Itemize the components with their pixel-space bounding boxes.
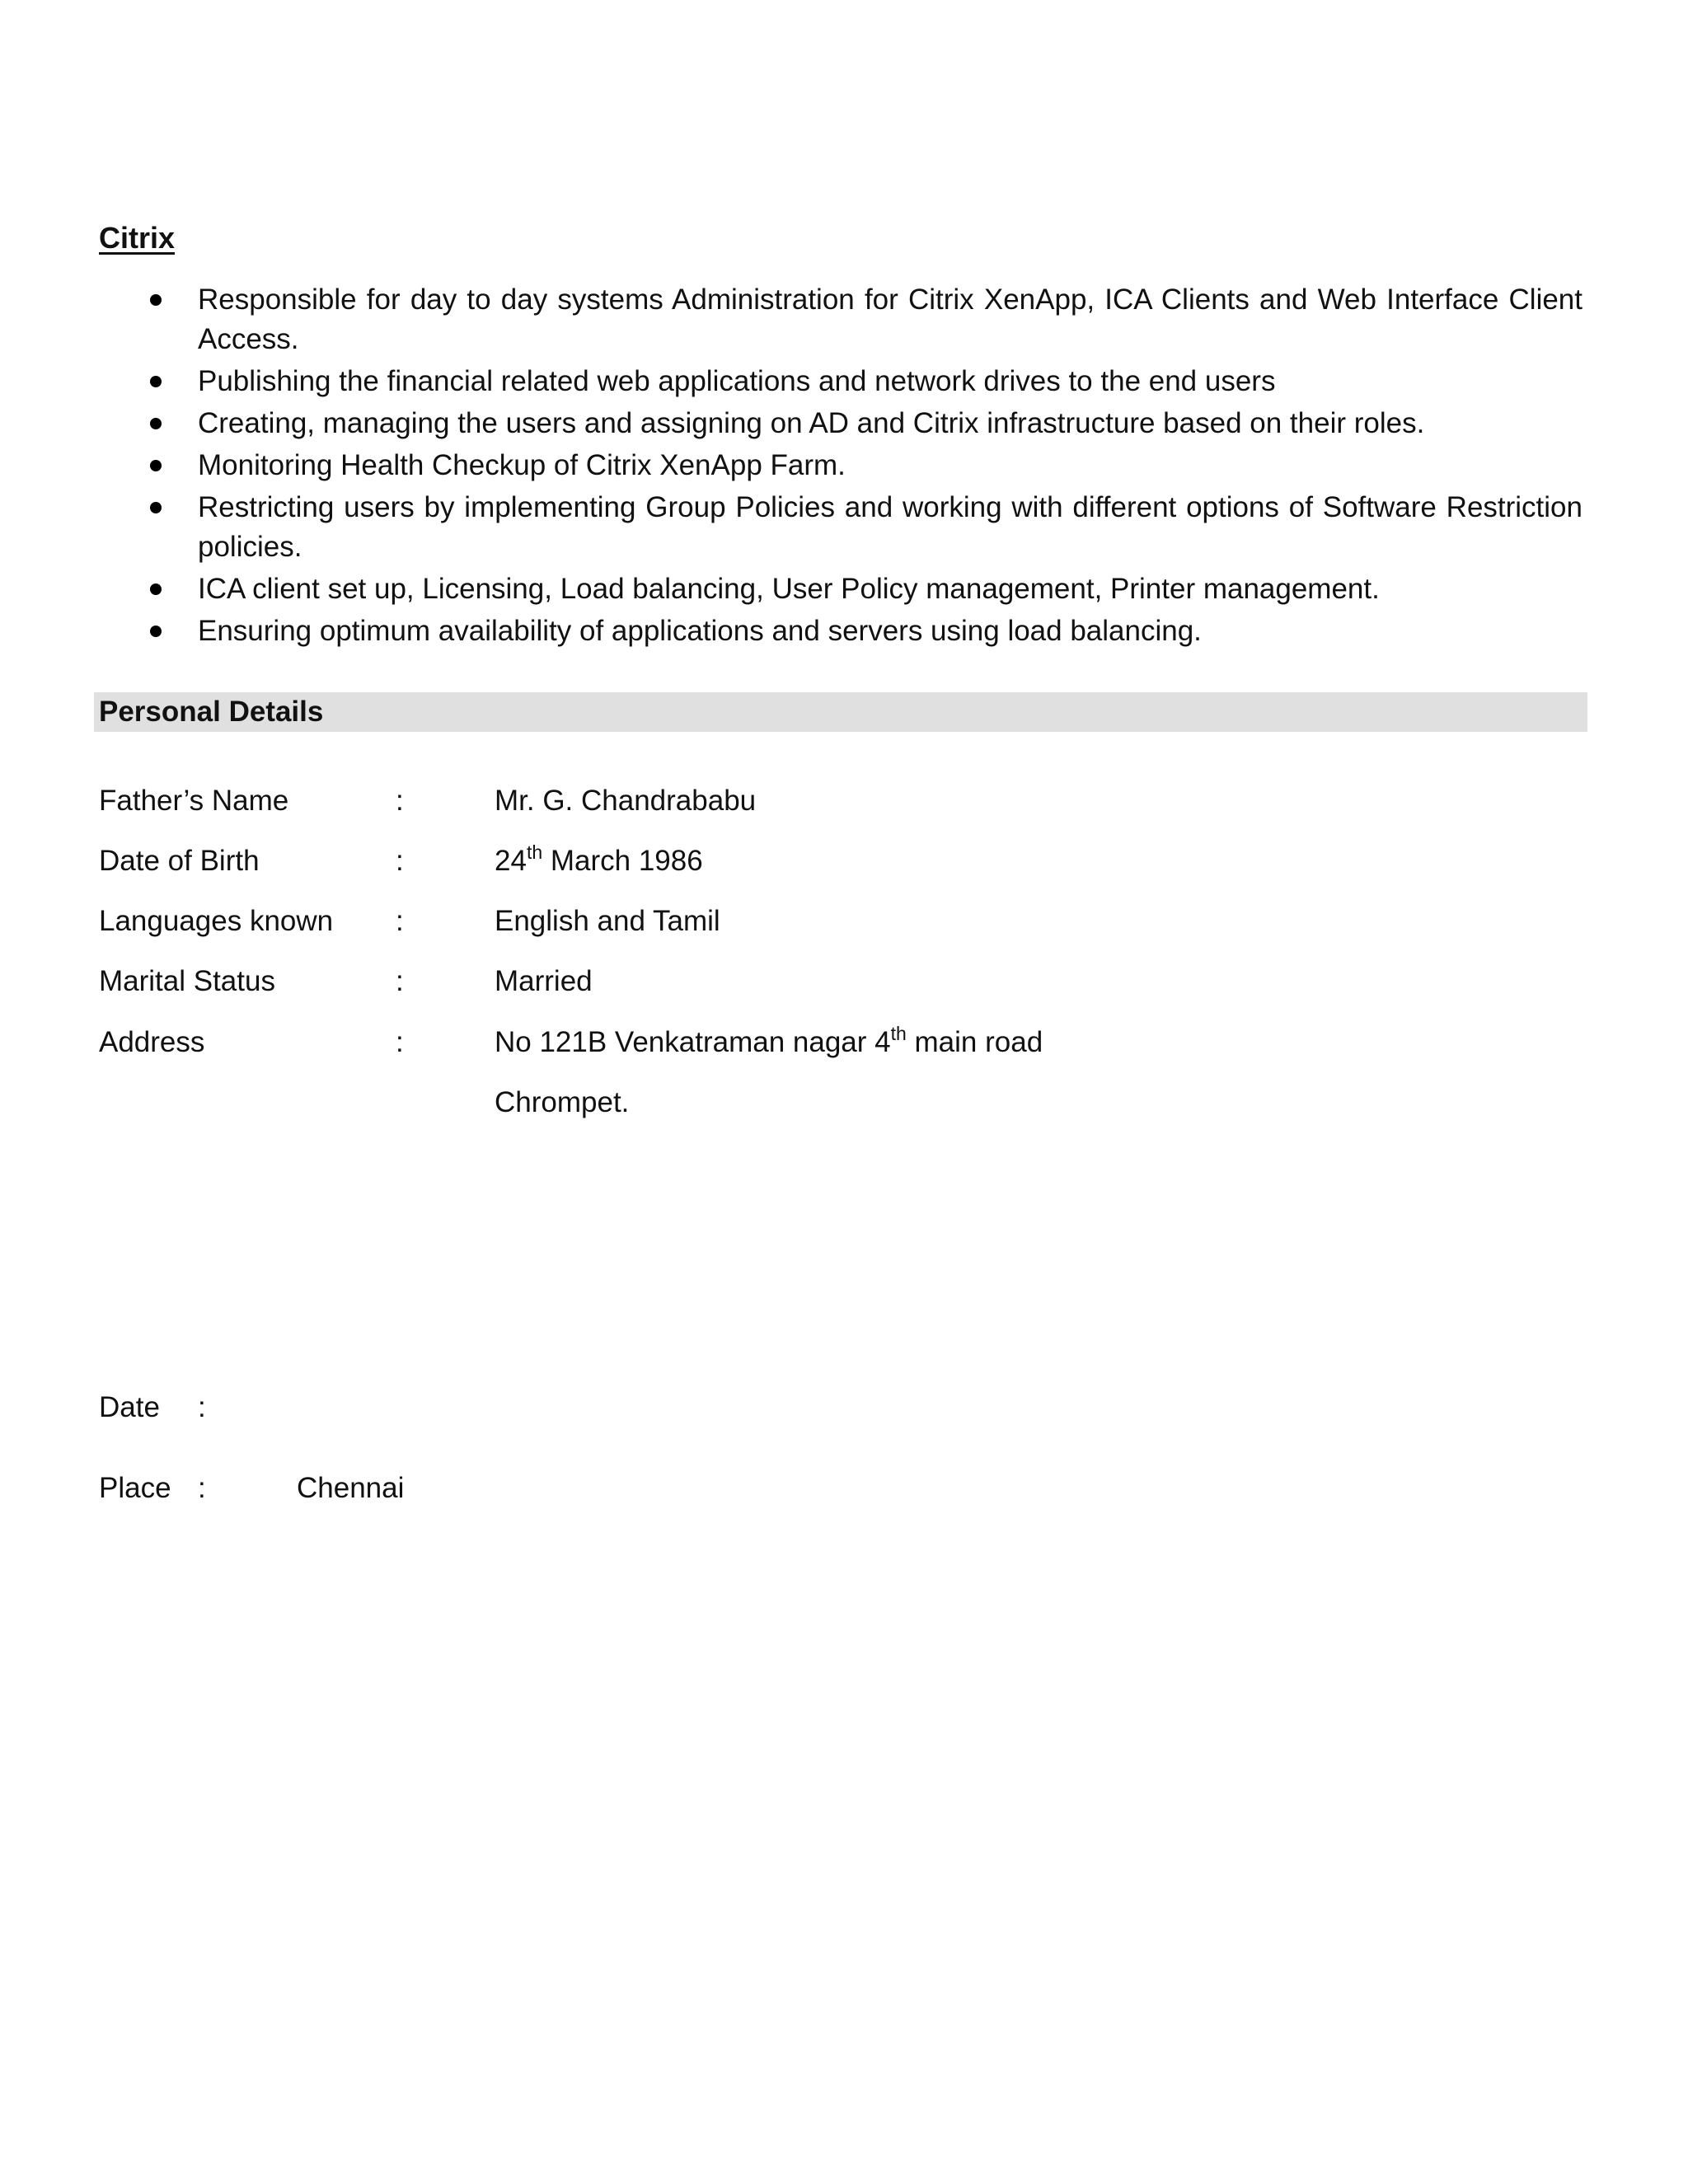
bullet-icon (150, 502, 162, 513)
place-label: Place (99, 1472, 171, 1504)
dob-row (99, 841, 1335, 886)
separator: : (396, 785, 404, 817)
bullet-icon (150, 460, 162, 471)
citrix-bullet-list (99, 280, 1582, 654)
personal-details-heading: Personal Details (99, 696, 324, 728)
separator: : (198, 1472, 206, 1504)
fathers-name-row (99, 785, 1335, 826)
list-item: Ensuring optimum availability of applications and servers using load balancing. (99, 612, 1582, 651)
languages-row (99, 905, 1335, 946)
marital-status-label: Marital Status (99, 965, 275, 997)
citrix-heading: Citrix (99, 221, 176, 255)
bullet-icon (150, 294, 162, 306)
separator: : (396, 965, 404, 997)
separator: : (396, 845, 404, 877)
fathers-name-label: Father’s Name (99, 785, 289, 817)
date-label: Date (99, 1391, 160, 1423)
separator: : (198, 1391, 206, 1423)
marital-status-value: Married (495, 965, 593, 997)
address-row-2 (99, 1086, 1335, 1127)
bullet-icon (150, 376, 162, 387)
separator: : (396, 905, 404, 937)
address-row (99, 1023, 1335, 1067)
place-row (99, 1472, 758, 1513)
languages-value: English and Tamil (495, 905, 720, 937)
date-row (99, 1391, 758, 1432)
fathers-name-value: Mr. G. Chandrababu (495, 785, 757, 817)
separator: : (396, 1026, 404, 1058)
languages-label: Languages known (99, 905, 334, 937)
list-item: Restricting users by implementing Group Policies and working with different options of Software Restriction policies. (99, 488, 1582, 567)
bullet-icon (150, 626, 162, 637)
list-item: Publishing the financial related web applications and network drives to the end users (99, 362, 1582, 401)
address-label: Address (99, 1026, 205, 1058)
list-item: ICA client set up, Licensing, Load balancing, User Policy management, Printer management. (99, 569, 1582, 609)
dob-value: 24th March 1986 (495, 841, 703, 877)
bullet-icon (150, 418, 162, 429)
list-item: Monitoring Health Checkup of Citrix XenApp Farm. (99, 446, 1582, 485)
address-line-1: No 121B Venkatraman nagar 4th main road (495, 1023, 1043, 1058)
list-item: Responsible for day to day systems Administration for Citrix XenApp, ICA Clients and Web Interface Client Access. (99, 280, 1582, 359)
dob-label: Date of Birth (99, 845, 260, 877)
bullet-icon (150, 583, 162, 595)
personal-details-header-bar (94, 692, 1587, 732)
address-line-2: Chrompet. (495, 1086, 630, 1118)
list-item: Creating, managing the users and assigning on AD and Citrix infrastructure based on their roles. (99, 404, 1582, 443)
marital-status-row (99, 965, 1335, 1006)
place-value: Chennai (297, 1472, 405, 1504)
